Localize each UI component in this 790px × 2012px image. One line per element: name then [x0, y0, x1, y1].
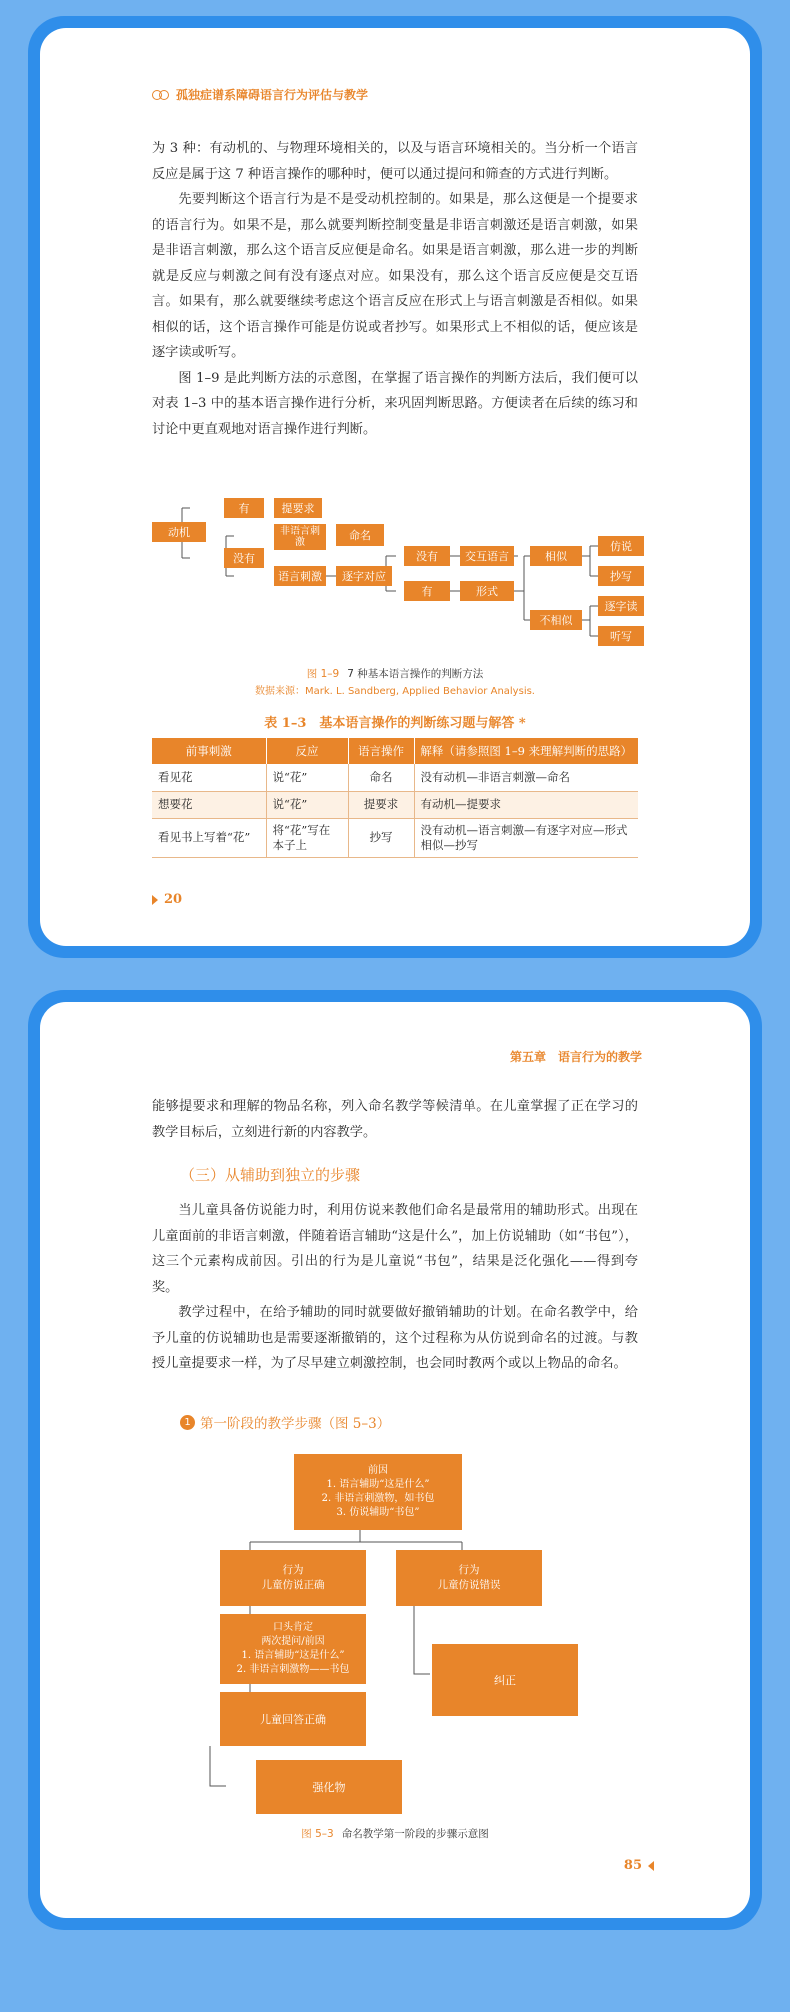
table-title: 表 1–3 基本语言操作的判断练习题与解答 *: [264, 716, 526, 731]
node-textual: 逐字读: [598, 596, 644, 616]
header-title: 孤独症谱系障碍语言行为评估与教学: [176, 88, 369, 102]
table-row: [152, 818, 638, 857]
node-form: 形式: [460, 581, 514, 601]
paragraph: 先要判断这个语言行为是不是受动机控制的。如果是，那么这便是一个提要求的语言行为。如果不是，那么就要判断控制变量是非语言刺激还是语言刺激，如果是非语言刺激，那么这个语言反应便是命名。如果是语言刺激，那么进一步的判断就是反应与刺激之间有没有逐点对应。如果没有，那么这个语言反应便是交互语言。如果有，那么就要继续考虑这个语言反应在形式上与语言刺激是否相似。如果相似的话，这个语言操作可能是仿说或者抄写。如果形式上不相似的话，便应该是逐字读或听写。: [152, 192, 638, 360]
node-title: 行为: [458, 1564, 480, 1576]
node-line: 1. 语言辅助“这是什么”: [241, 1650, 345, 1661]
column-header: 反应: [266, 738, 348, 764]
table-row: [152, 764, 638, 791]
page-number-text: 85: [623, 1858, 642, 1873]
node-no: 没有: [224, 548, 264, 568]
node-line: 3. 仿说辅助“书包”: [336, 1507, 420, 1518]
table-cell: 想要花: [152, 791, 266, 818]
table-cell: 有动机—提要求: [414, 791, 638, 818]
node-antecedent: [294, 1454, 462, 1530]
running-header: 第五章 语言行为的教学: [509, 1050, 642, 1064]
node-yes: 有: [224, 498, 264, 518]
figure-caption-text: 7 种基本语言操作的判断方法: [347, 668, 484, 680]
node-correction: 纠正: [432, 1644, 578, 1716]
section-heading: （三）从辅助到独立的步骤: [180, 1166, 361, 1184]
node-line: 两次提问/前因: [261, 1636, 325, 1647]
node-line: 2. 非语言刺激物，如书包: [321, 1493, 435, 1504]
node-line: 儿童仿说正确: [261, 1579, 325, 1591]
node-line: 儿童仿说错误: [437, 1579, 501, 1591]
table-cell: 说“花”: [266, 764, 348, 791]
node-intraverbal: 交互语言: [460, 546, 514, 566]
node-dictation: 听写: [598, 626, 644, 646]
paragraph: 能够提要求和理解的物品名称，列入命名教学等候清单。在儿童掌握了正在学习的教学目标后，立刻进行新的内容教学。: [152, 1099, 638, 1140]
node-reinforcer: 强化物: [256, 1760, 402, 1814]
node-answer-correct: 儿童回答正确: [220, 1692, 366, 1746]
column-header: 前事刺激: [152, 738, 266, 764]
node-motivation: 动机: [152, 522, 206, 542]
node-verbal-praise: [220, 1614, 366, 1684]
node-title: 前因: [368, 1465, 388, 1476]
node-behavior-correct: [220, 1550, 366, 1606]
figure-caption: [40, 666, 750, 681]
node-echoic: 仿说: [598, 536, 644, 556]
table-cell: 命名: [348, 764, 414, 791]
node-no-2: 没有: [404, 546, 450, 566]
table-cell: 没有动机—语言刺激—有逐字对应—形式相似—抄写: [414, 818, 638, 857]
table-row: [152, 791, 638, 818]
page-number: [624, 1858, 654, 1873]
figure-source: 数据来源：Mark. L. Sandberg, Applied Behavior Analysis.: [255, 686, 535, 697]
table-cell: 没有动机—非语言刺激—命名: [414, 764, 638, 791]
page-marker-icon: [648, 1861, 654, 1871]
node-yes-2: 有: [404, 581, 450, 601]
node-copy: 抄写: [598, 566, 644, 586]
table-cell: 提要求: [348, 791, 414, 818]
page-marker-icon: [152, 895, 158, 905]
node-verbal-stimulus: 语言刺激: [274, 566, 326, 586]
page-number: [152, 892, 182, 907]
paragraph: 当儿童具备仿说能力时，利用仿说来教他们命名是最常用的辅助形式。出现在儿童面前的非语言刺激，伴随着语言辅助“这是什么”，加上仿说辅助（如“书包”），这三个元素构成前因。引出的行为是儿童说“书包”，结果是泛化强化——得到夸奖。: [152, 1203, 638, 1295]
column-header: 解释（请参照图 1–9 来理解判断的思路）: [414, 738, 638, 764]
book-page-20: [40, 28, 750, 946]
figure-caption: [40, 1826, 750, 1841]
paragraph: 图 1–9 是此判断方法的示意图，在掌握了语言操作的判断方法后，我们便可以对表 1–3 中的基本语言操作进行分析，来巩固判断思路。方便读者在后续的练习和讨论中更直观地对语言操作进行判断。: [152, 370, 638, 437]
node-title: 口头肯定: [273, 1622, 313, 1633]
table-cell: 看见书上写着“花”: [152, 818, 266, 857]
figure-caption-text: 命名教学第一阶段的步骤示意图: [341, 1828, 489, 1840]
table-cell: 看见花: [152, 764, 266, 791]
node-title: 行为: [282, 1564, 304, 1576]
node-behavior-wrong: [396, 1550, 542, 1606]
exercise-table: [152, 738, 638, 858]
figure-number: 图 5–3: [301, 1828, 334, 1840]
node-dissimilar: 不相似: [530, 610, 582, 630]
figure-number: 图 1–9: [306, 668, 340, 680]
node-line: 2. 非语言刺激物——书包: [236, 1664, 350, 1675]
node-point-to-point: 逐字对应: [336, 566, 392, 586]
table-header-row: [152, 738, 638, 764]
table-cell: 将“花”写在本子上: [266, 818, 348, 857]
node-similar: 相似: [530, 546, 582, 566]
step-heading-text: 第一阶段的教学步骤（图 5–3）: [200, 1416, 391, 1432]
book-page-85: [40, 1002, 750, 1918]
step-number-badge: 1: [180, 1415, 195, 1430]
paragraph: 教学过程中，在给予辅助的同时就要做好撤销辅助的计划。在命名教学中，给予儿童的仿说辅助也是需要逐渐撤销的，这个过程称为从仿说到命名的过渡。与教授儿童提要求一样，为了尽早建立刺激控制，也会同时教两个或以上物品的命名。: [152, 1305, 638, 1371]
table-cell: 抄写: [348, 818, 414, 857]
node-tact: 命名: [336, 524, 384, 546]
page-frame-1: [28, 16, 762, 958]
paragraph: 为 3 种：有动机的、与物理环境相关的，以及与语言环境相关的。当分析一个语言反应是属于这 7 种语言操作的哪种时，便可以通过提问和筛查的方式进行判断。: [152, 141, 638, 182]
page-number-text: 20: [164, 892, 183, 907]
page-frame-2: [28, 990, 762, 1930]
node-mand: 提要求: [274, 498, 322, 518]
column-header: 语言操作: [348, 738, 414, 764]
node-nonverbal-stimulus: 非语言刺激: [274, 524, 326, 550]
node-line: 1. 语言辅助“这是什么”: [326, 1479, 430, 1490]
table-cell: 说“花”: [266, 791, 348, 818]
